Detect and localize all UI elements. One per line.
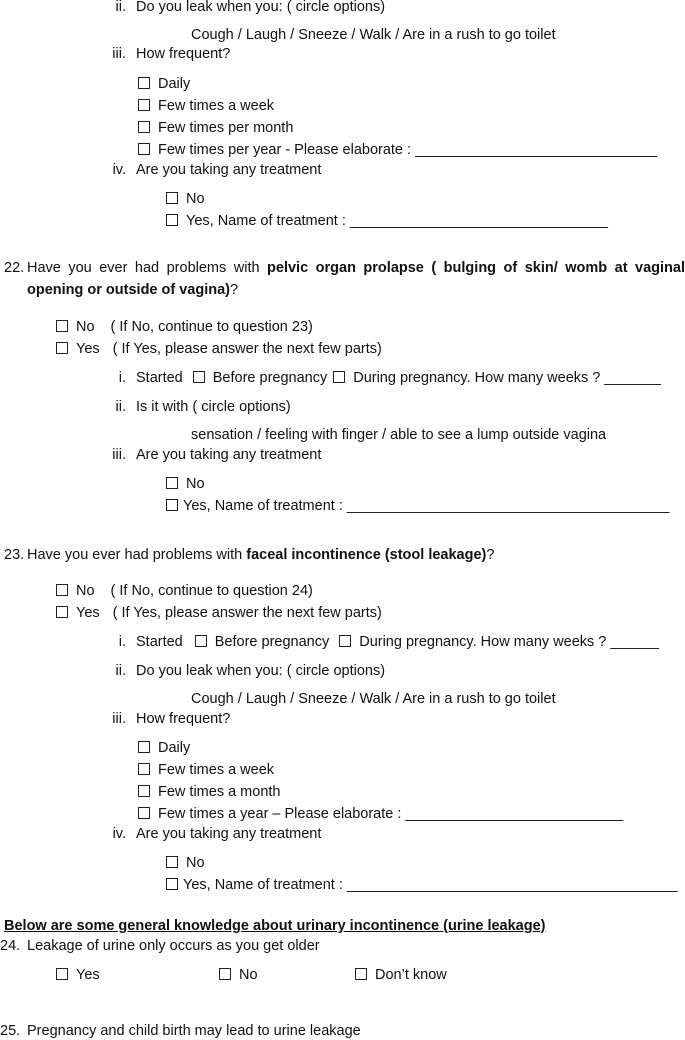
q21-treat-no[interactable] (166, 190, 205, 208)
checkbox-icon[interactable] (56, 320, 68, 332)
q23-freq-daily[interactable] (138, 739, 190, 757)
q21-ii-options[interactable]: Cough / Laugh / Sneeze / Walk / Are in a rush to go toilet (191, 27, 556, 43)
q23-no-label: No (76, 583, 95, 599)
q23-freq-week-label: Few times a week (158, 762, 275, 778)
q23-question-bold: faceal incontinence (stool leakage) (246, 547, 487, 563)
q23-iv-row (104, 825, 321, 843)
q22-iii-text: Are you taking any treatment (136, 447, 322, 463)
q23-i-row (104, 633, 659, 651)
checkbox-icon[interactable] (193, 371, 205, 383)
q23-iv-text: Are you taking any treatment (136, 826, 322, 842)
q21-ii-text: Do you leak when you: ( circle options) (136, 0, 386, 15)
q23-i-number: i. (118, 634, 126, 650)
q23-no-option[interactable] (56, 582, 313, 600)
q21-freq-daily-label: Daily (158, 76, 191, 92)
q22-treat-no-label: No (186, 476, 205, 492)
q21-treat-yes[interactable] (166, 212, 608, 230)
q22-treat-yes[interactable] (166, 497, 669, 515)
q21-iv-number: iv. (112, 162, 126, 178)
q23-number: 23. (4, 547, 25, 563)
q21-treat-no-label: No (186, 191, 205, 207)
q24-number: 24. (0, 938, 21, 954)
q23-question-end: ? (486, 547, 495, 563)
q21-iv-text: Are you taking any treatment (136, 162, 322, 178)
q23-yes-label: Yes (76, 605, 100, 621)
checkbox-icon[interactable] (355, 968, 367, 980)
q23-yes-option[interactable] (56, 604, 382, 622)
q22-i-number: i. (118, 370, 126, 386)
q22-treat-yes-label: Yes, Name of treatment : ________________________________________ (183, 498, 670, 514)
checkbox-icon[interactable] (166, 856, 178, 868)
q23-ii-text: Do you leak when you: ( circle options) (136, 663, 386, 679)
q22-no-option[interactable] (56, 318, 313, 336)
q21-ii-row (104, 0, 385, 16)
q23-iii-number: iii. (112, 711, 126, 727)
q21-freq-month-label: Few times per month (158, 120, 294, 136)
q21-ii-number: ii. (115, 0, 126, 15)
q24-opt-dont-know[interactable] (355, 966, 447, 984)
checkbox-icon[interactable] (138, 763, 150, 775)
q22-question (27, 257, 685, 301)
q22-yes-option[interactable] (56, 340, 382, 358)
checkbox-icon[interactable] (138, 99, 150, 111)
q24-question: Leakage of urine only occurs as you get older (27, 938, 320, 954)
q21-iii-text: How frequent? (136, 46, 231, 62)
q22-yes-note: ( If Yes, please answer the next few parts) (112, 341, 382, 357)
q22-i-started: Started (136, 370, 183, 386)
q23-ii-row (104, 662, 385, 680)
q22-question-text: Have you ever had problems with (27, 260, 268, 276)
q24-opt-dk-label: Don’t know (375, 967, 447, 983)
checkbox-icon[interactable] (138, 143, 150, 155)
q22-no-note: ( If No, continue to question 23) (110, 319, 313, 335)
checkbox-icon[interactable] (56, 968, 68, 980)
q25-number: 25. (0, 1023, 21, 1039)
section-heading: Below are some general knowledge about urinary incontinence (urine leakage) (4, 918, 546, 934)
q23-question (27, 546, 494, 564)
q22-i-before: Before pregnancy (212, 370, 328, 386)
q21-freq-daily[interactable] (138, 75, 190, 93)
q23-i-before: Before pregnancy (214, 634, 330, 650)
q23-freq-week[interactable] (138, 761, 274, 779)
q21-freq-month[interactable] (138, 119, 293, 137)
checkbox-icon[interactable] (333, 371, 345, 383)
q23-ii-options[interactable]: Cough / Laugh / Sneeze / Walk / Are in a rush to go toilet (191, 691, 556, 707)
q23-i-started: Started (136, 634, 183, 650)
checkbox-icon[interactable] (138, 77, 150, 89)
q22-i-during: During pregnancy. How many weeks ? _______ (353, 370, 661, 386)
q23-treat-yes-label: Yes, Name of treatment : _________________________________________ (183, 877, 678, 893)
checkbox-icon[interactable] (219, 968, 231, 980)
q22-yes-label: Yes (76, 341, 100, 357)
checkbox-icon[interactable] (56, 606, 68, 618)
q22-i-row (104, 369, 661, 387)
q22-no-label: No (76, 319, 95, 335)
q23-no-note: ( If No, continue to question 24) (110, 583, 313, 599)
checkbox-icon[interactable] (56, 584, 68, 596)
q23-yes-note: ( If Yes, please answer the next few parts) (112, 605, 382, 621)
q22-number: 22. (4, 260, 25, 276)
q23-iii-text: How frequent? (136, 711, 231, 727)
q22-treat-no[interactable] (166, 475, 205, 493)
q25-question: Pregnancy and child birth may lead to urine leakage (27, 1023, 361, 1039)
q22-ii-row (104, 398, 291, 416)
checkbox-icon[interactable] (138, 807, 150, 819)
checkbox-icon[interactable] (166, 192, 178, 204)
q23-treat-no-label: No (186, 855, 205, 871)
checkbox-icon[interactable] (56, 342, 68, 354)
checkbox-icon[interactable] (166, 499, 178, 511)
q22-iii-row (104, 446, 321, 464)
q23-treat-yes[interactable] (166, 876, 678, 894)
q21-freq-year-label: Few times per year - Please elaborate : ______________________________ (158, 142, 658, 158)
q24-opt-no[interactable] (219, 966, 258, 984)
q23-treat-no[interactable] (166, 854, 205, 872)
q24-opt-no-label: No (239, 967, 258, 983)
checkbox-icon[interactable] (138, 785, 150, 797)
checkbox-icon[interactable] (195, 635, 207, 647)
q21-freq-year[interactable] (138, 141, 657, 159)
q21-freq-week-label: Few times a week (158, 98, 275, 114)
q23-freq-month-label: Few times a month (158, 784, 281, 800)
q23-i-during: During pregnancy. How many weeks ? ______ (359, 634, 659, 650)
checkbox-icon[interactable] (166, 477, 178, 489)
q21-freq-week[interactable] (138, 97, 274, 115)
q23-freq-daily-label: Daily (158, 740, 191, 756)
q21-treat-yes-label: Yes, Name of treatment : ________________________________ (186, 213, 608, 229)
q23-freq-year-label: Few times a year – Please elaborate : ___________________________ (158, 806, 624, 822)
q22-ii-options[interactable]: sensation / feeling with finger / able to see a lump outside vagina (191, 427, 607, 443)
checkbox-icon[interactable] (138, 121, 150, 133)
checkbox-icon[interactable] (339, 635, 351, 647)
q23-freq-year[interactable] (138, 805, 623, 823)
q23-ii-number: ii. (115, 663, 126, 679)
q22-question-bold: pelvic organ prolapse ( bulging of skin/ womb at vaginal opening or outside of vagina) (27, 260, 685, 298)
checkbox-icon[interactable] (166, 214, 178, 226)
q22-question-end: ? (230, 282, 239, 298)
q23-iv-number: iv. (112, 826, 126, 842)
q24-opt-yes[interactable] (56, 966, 100, 984)
checkbox-icon[interactable] (138, 741, 150, 753)
q22-iii-number: iii. (112, 447, 126, 463)
q22-ii-number: ii. (115, 399, 126, 415)
q21-iii-number: iii. (112, 46, 126, 62)
q23-freq-month[interactable] (138, 783, 281, 801)
q21-iv-row (104, 161, 321, 179)
checkbox-icon[interactable] (166, 878, 178, 890)
q21-iii-row (104, 45, 230, 63)
q23-question-text: Have you ever had problems with (27, 547, 247, 563)
q22-ii-text: Is it with ( circle options) (136, 399, 291, 415)
q24-opt-yes-label: Yes (76, 967, 100, 983)
q23-iii-row (104, 710, 230, 728)
